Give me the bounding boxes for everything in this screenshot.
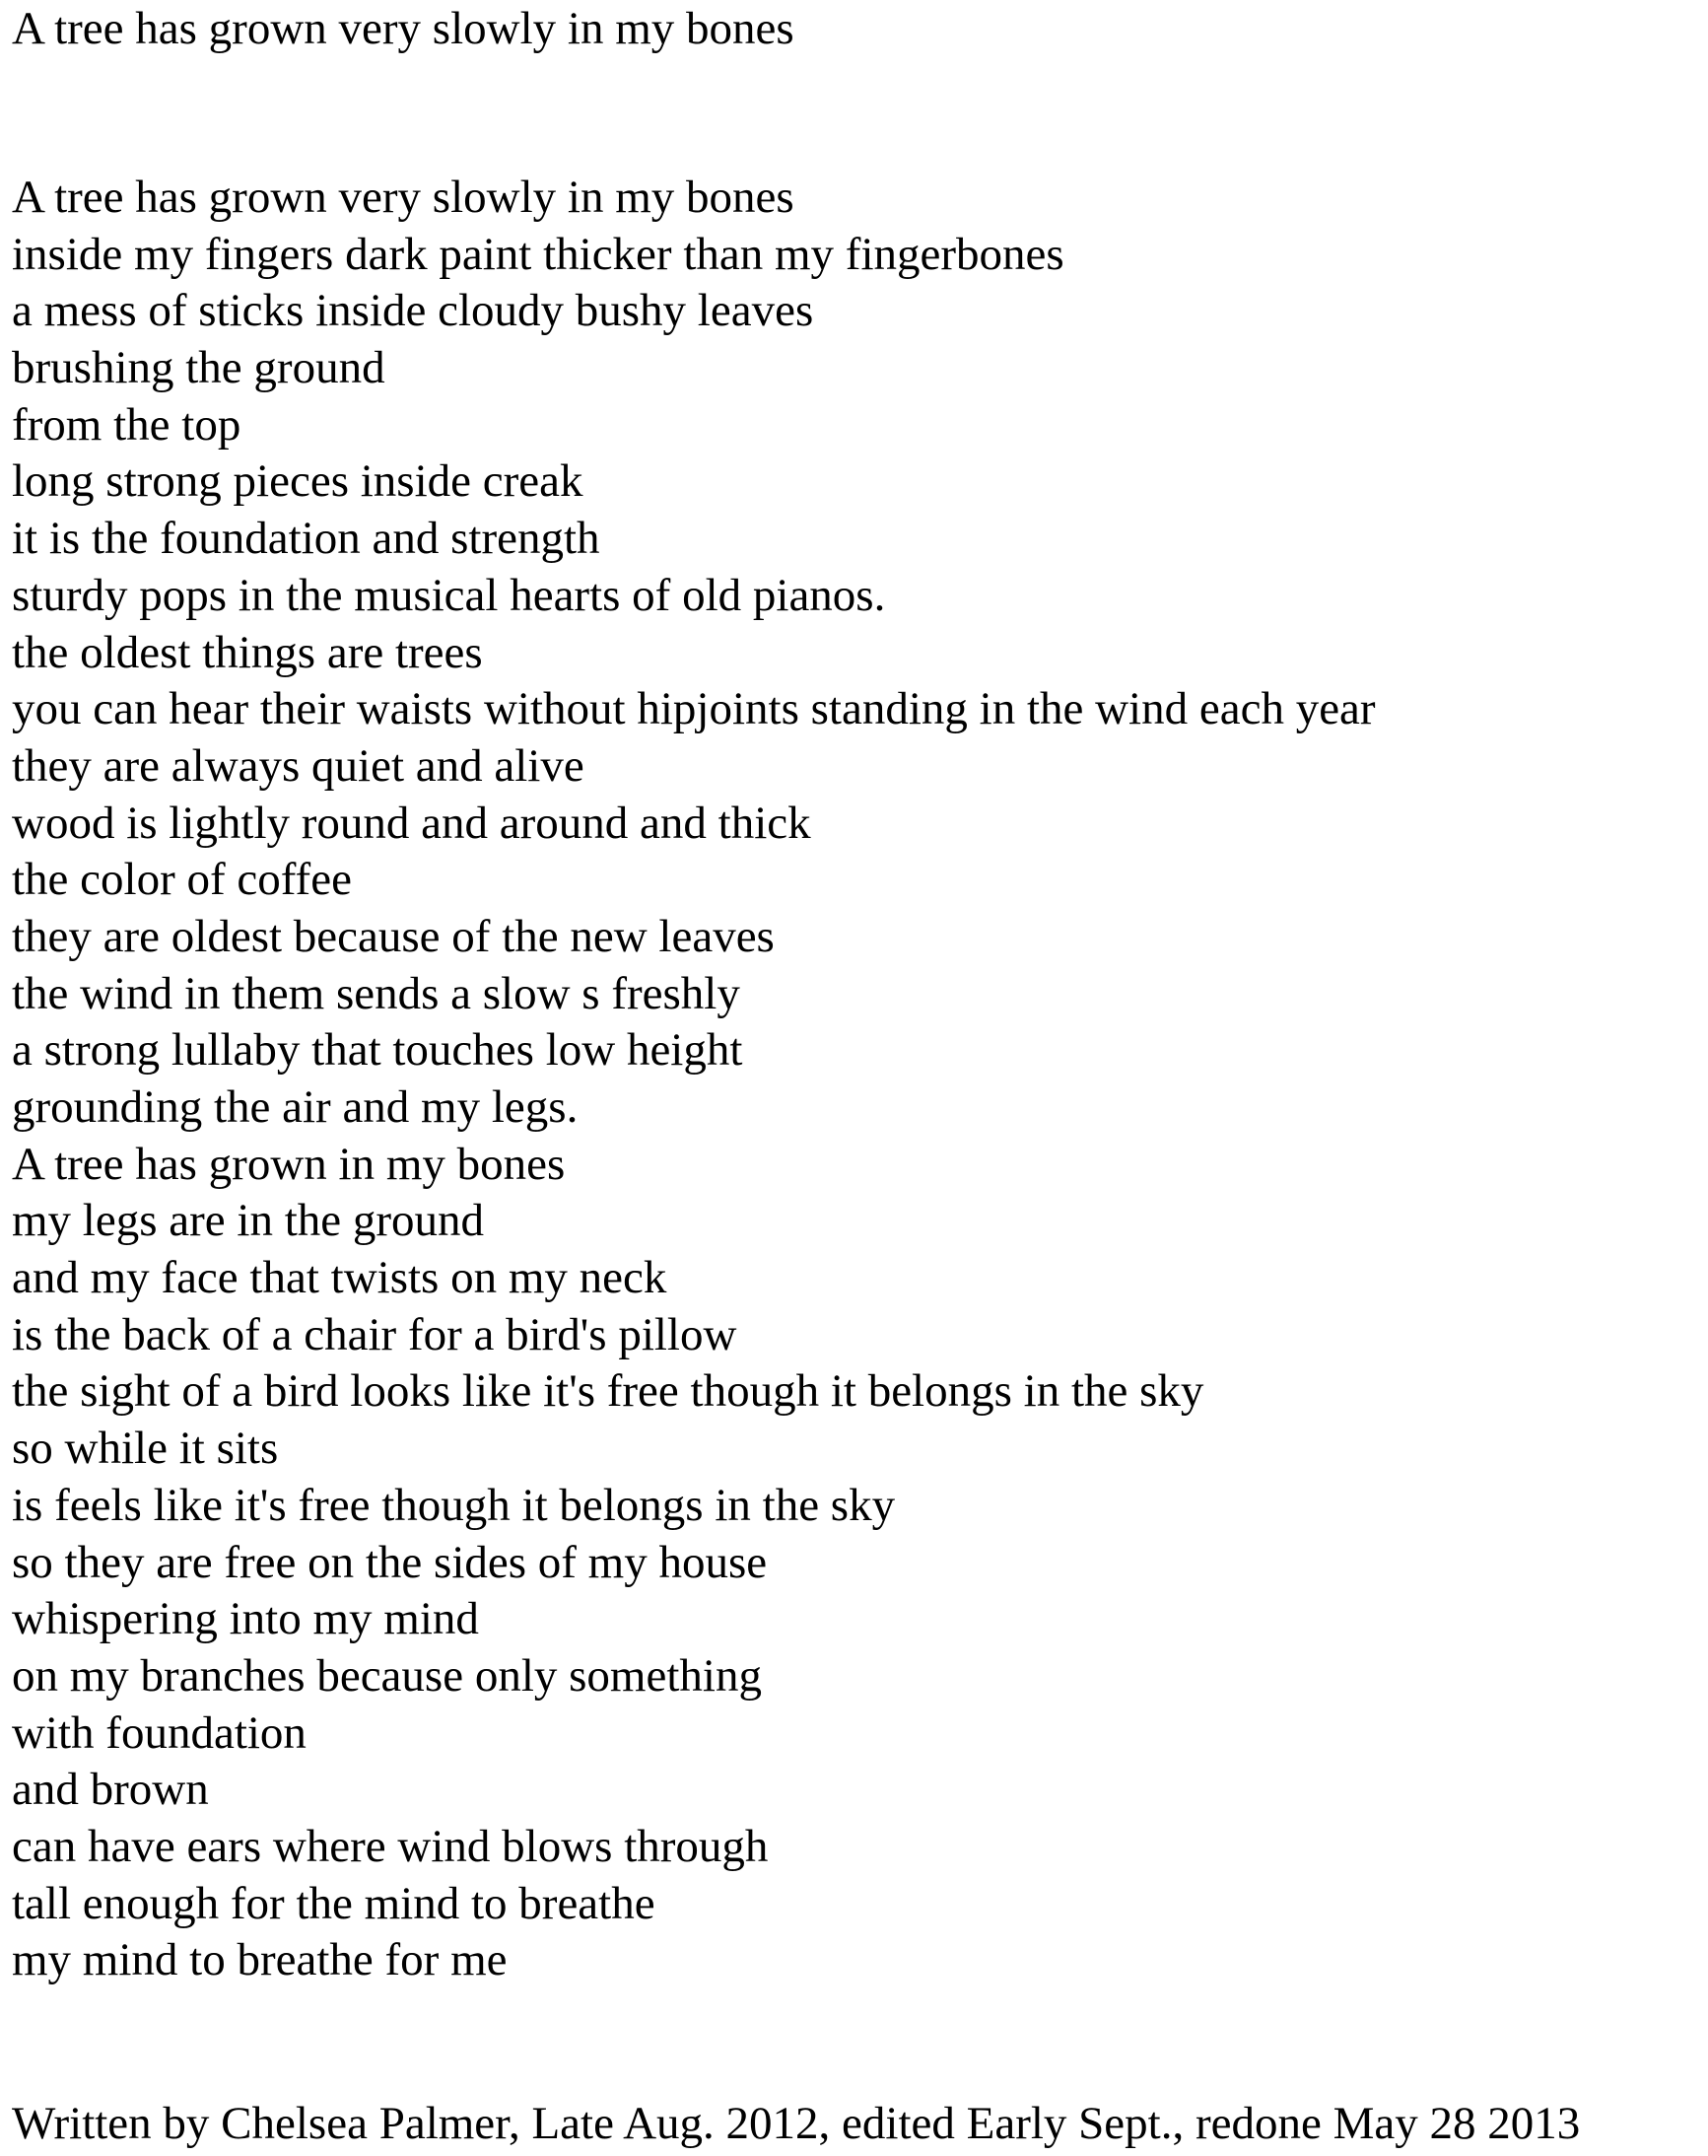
- poem-line: a strong lullaby that touches low height: [12, 1024, 743, 1077]
- poem-line: is feels like it's free though it belongs in the sky: [12, 1479, 896, 1531]
- poem-body: [12, 170, 1376, 1989]
- poem-line: brushing the ground: [12, 342, 385, 394]
- poem-title: A tree has grown very slowly in my bones: [12, 3, 794, 54]
- poem-line: A tree has grown in my bones: [12, 1138, 566, 1190]
- poem-line: and brown: [12, 1764, 209, 1816]
- poem-line: so while it sits: [12, 1423, 279, 1475]
- poem-line: it is the foundation and strength: [12, 513, 600, 565]
- poem-line: from the top: [12, 398, 241, 451]
- poem-line: tall enough for the mind to breathe: [12, 1877, 655, 1929]
- poem-line: wood is lightly round and around and thick: [12, 797, 811, 849]
- poem-line: long strong pieces inside creak: [12, 455, 583, 508]
- poem-line: you can hear their waists without hipjoints standing in the wind each year: [12, 683, 1376, 735]
- poem-line: the wind in them sends a slow s freshly: [12, 967, 740, 1019]
- poem-line: on my branches because only something: [12, 1649, 762, 1702]
- poem-line: A tree has grown very slowly in my bones: [12, 172, 794, 223]
- poem-line: whispering into my mind: [12, 1593, 479, 1645]
- poem-line: the color of coffee: [12, 854, 352, 906]
- poem-line: is the back of a chair for a bird's pillow: [12, 1308, 737, 1360]
- poem-line: my mind to breathe for me: [12, 1934, 508, 1986]
- poem-line: sturdy pops in the musical hearts of old pianos.: [12, 569, 886, 621]
- poem-line: and my face that twists on my neck: [12, 1252, 667, 1304]
- author-byline: Written by Chelsea Palmer, Late Aug. 2012, edited Early Sept., redone May 28 2013: [12, 2098, 1581, 2149]
- poem-line: the oldest things are trees: [12, 626, 483, 678]
- poem-line: they are always quiet and alive: [12, 739, 584, 792]
- poem-line: my legs are in the ground: [12, 1195, 485, 1247]
- poem-line: a mess of sticks inside cloudy bushy leaves: [12, 285, 814, 337]
- poem-line: with foundation: [12, 1706, 307, 1759]
- poem-line: so they are free on the sides of my house: [12, 1536, 768, 1588]
- poem-line: the sight of a bird looks like it's free though it belongs in the sky: [12, 1365, 1204, 1418]
- poem-line: can have ears where wind blows through: [12, 1820, 769, 1872]
- poem-line: they are oldest because of the new leaves: [12, 910, 775, 962]
- poem-line: grounding the air and my legs.: [12, 1081, 579, 1133]
- poem-line: inside my fingers dark paint thicker than my fingerbones: [12, 228, 1064, 280]
